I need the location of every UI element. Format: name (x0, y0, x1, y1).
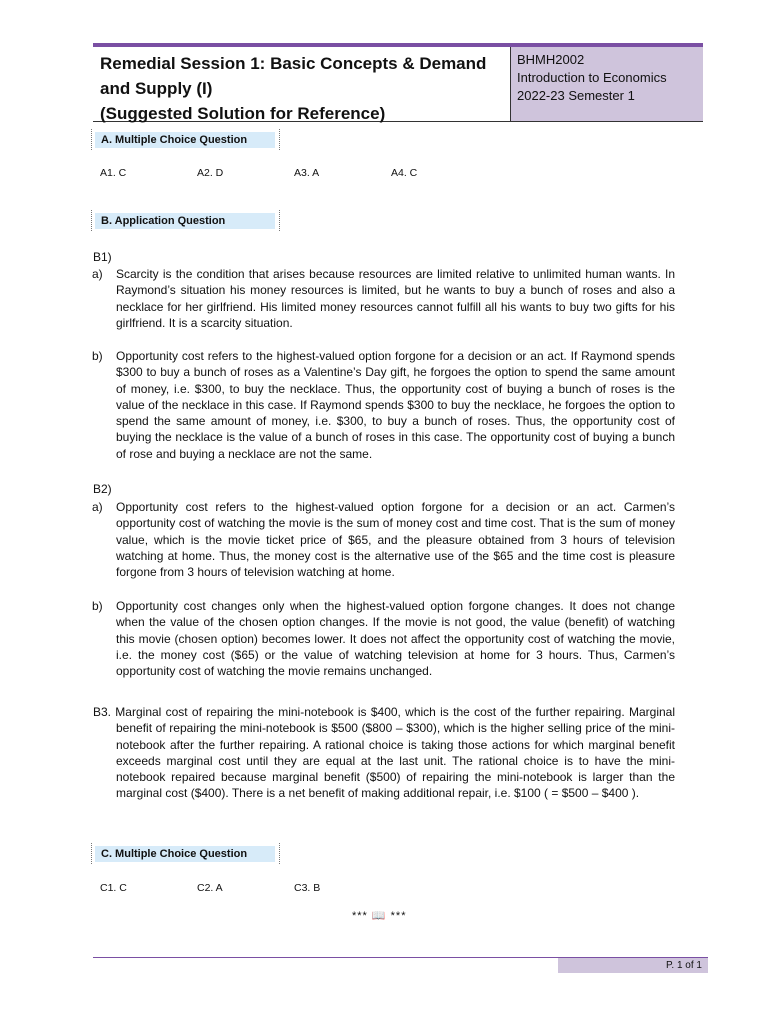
b1-heading: B1) (93, 250, 112, 264)
course-name: Introduction to Economics (517, 70, 667, 85)
document-header (93, 47, 703, 122)
semester: 2022-23 Semester 1 (517, 88, 635, 103)
b1-a-label: a) (92, 267, 103, 281)
b1-b-paragraph (92, 348, 675, 462)
title-line-1: Remedial Session 1: Basic Concepts & Demand (100, 54, 487, 73)
b2-a-label: a) (92, 500, 103, 514)
course-code: BHMH2002 (517, 52, 585, 67)
answer-a4: A4. C (391, 167, 418, 179)
end-of-document-mark: *** 📖 *** (352, 910, 407, 922)
title-block (93, 47, 511, 121)
b2-heading: B2) (93, 482, 112, 496)
answer-c3: C3. B (294, 882, 321, 894)
answer-a2: A2. D (197, 167, 224, 179)
answer-a1: A1. C (100, 167, 127, 179)
section-c-label: C. Multiple Choice Question (95, 846, 275, 862)
answer-a3: A3. A (294, 167, 320, 179)
section-a-label: A. Multiple Choice Question (95, 132, 275, 148)
b1-a-text: Scarcity is the condition that arises because resources are limited relative to unlimited human wants. In Raymond’s situation his money resources is limited, but he wants to buy a bunch of roses and also a necklace for her girlfriend. His limited money resources cannot fulfill all his wants to buy two gifts for his girlfriend. It is a scarcity situation. (116, 267, 675, 330)
answer-c1: C1. C (100, 882, 127, 894)
b2-b-label: b) (92, 599, 103, 613)
section-b-label: B. Application Question (95, 213, 275, 229)
page-number: P. 1 of 1 (558, 958, 708, 973)
b1-b-text: Opportunity cost refers to the highest-valued option forgone for a decision or an act. If Raymond spends $300 to buy a bunch of roses as a Valentine’s Day gift, he forgoes the option to spend the same amount of money, i.e. $300, to buy the necklace. Thus, the opportunity cost of buying a bunch of roses is the value of the necklace in this case. If Raymond spends $300 to buy the necklace, he forgoes the option to spend the same amount of money, i.e. $300, to buy a bunch of roses. Thus, the opportunity cost of buying the necklace is the value of a bunch of roses in this case. The opportunity cost of buying a bunch of rose and buying a necklace are not the same. (116, 349, 675, 461)
b3-paragraph: B3. Marginal cost of repairing the mini-notebook is $400, which is the cost of the further repairing. Marginal benefit of repairing the mini-notebook is $500 ($800 – $300), which is the higher selling price of the mini-notebook after the further repairing. A rational choice is taking those actions for which marginal benefit exceeds marginal cost until they are equal at the last unit. The rational choice is to have the mini-notebook repaired because marginal benefit ($500) of repairing the mini-notebook is larger than the marginal cost ($400). There is a net benefit of making additional repair, i.e. $100 ( = $500 – $400 ). (93, 705, 675, 801)
title-line-2: and Supply (I) (100, 79, 213, 98)
b2-b-paragraph (92, 598, 675, 679)
title-line-3: (Suggested Solution for Reference) (100, 104, 386, 123)
b2-a-text: Opportunity cost refers to the highest-valued option forgone for a decision or an act. Carmen’s opportunity cost of watching the movie is the sum of money cost and time cost. That is the sum of money value, which is the movie ticket price of $65, and the pleasure obtained from 3 hours of television watching at home. Thus, the money cost is the alternative use of the $65 and the time cost is pleasure forgone from 3 hours of television watching at home. (116, 500, 675, 580)
b1-a-paragraph (92, 266, 675, 331)
answer-c2: C2. A (197, 882, 223, 894)
b2-b-text: Opportunity cost changes only when the highest-valued option forgone changes. It does not change when the value of the chosen option changes. If the movie is not good, the value (benefit) of watching this movie (chosen option) becomes lower. It does not affect the opportunity cost of watching the movie, i.e. the money cost ($65) or the value of watching television at home for 3 hours. Thus, Carmen’s opportunity cost of watching the movie remains unchanged. (116, 599, 675, 679)
b1-b-label: b) (92, 349, 103, 363)
course-info-block (511, 47, 703, 121)
b2-a-paragraph (92, 499, 675, 580)
